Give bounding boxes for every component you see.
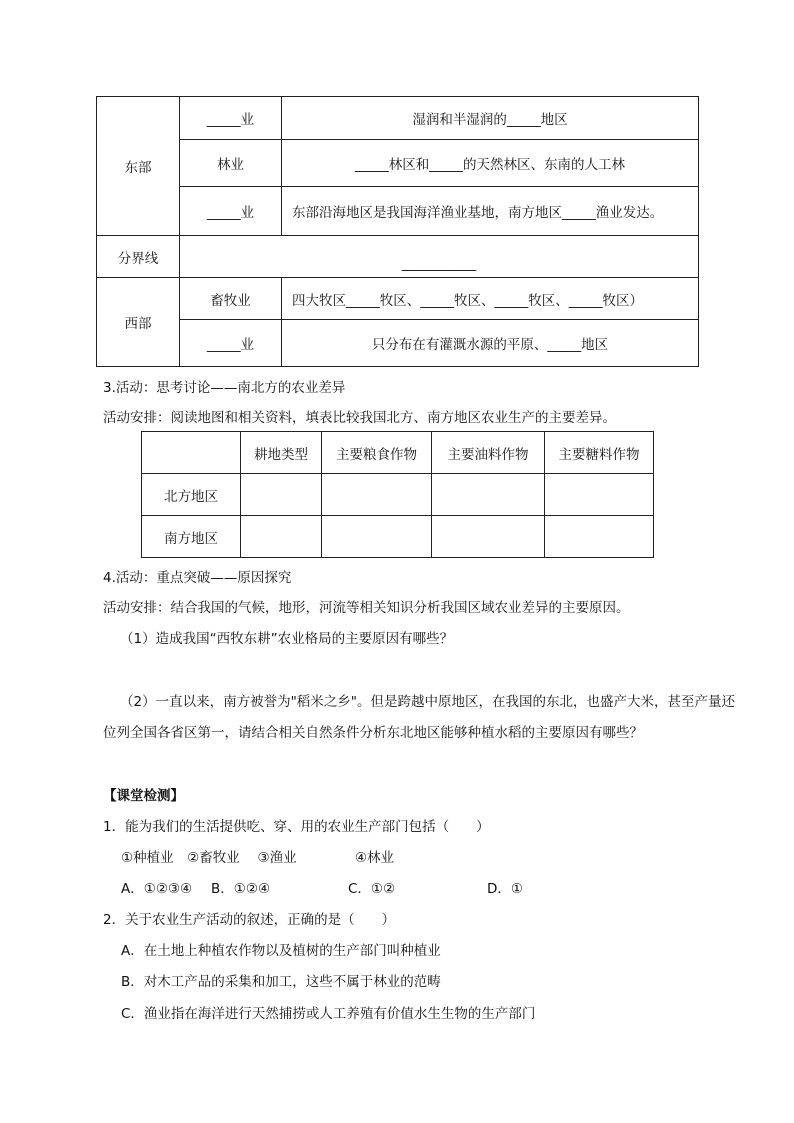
row1-label: _____业 [180, 97, 282, 140]
activity4-q2-line1: （2）一直以来，南方被誉为"稻米之乡"。但是跨越中原地区，在我国的东北，也盛产大米，甚至产量还 [120, 694, 736, 710]
check-q2-b: B．对木工产品的采集和加工，这些不属于林业的范畴 [121, 974, 441, 990]
row3-desc: 东部沿海地区是我国海洋渔业基地，南方地区_____渔业发达。 [282, 187, 699, 236]
check-q1-option-c: C．①② [348, 881, 396, 897]
check-q2-a: A．在土地上种植农作物以及植树的生产部门叫种植业 [121, 943, 441, 959]
check-q1-option-d: D．① [487, 881, 523, 897]
check-q2: 2．关于农业生产活动的叙述，正确的是（ ） [103, 912, 396, 928]
activity4-title: 4.活动：重点突破——原因探究 [103, 570, 292, 586]
row4-desc: 四大牧区_____牧区、_____牧区、_____牧区、_____牧区） [282, 278, 699, 320]
check-q1-items: ①种植业 ②畜牧业 ③渔业 ④林业 [121, 850, 394, 866]
row3-label: _____业 [180, 187, 282, 236]
table2-header-3: 主要油料作物 [432, 432, 545, 474]
table2-cell[interactable] [432, 516, 545, 558]
activity3-arrangement: 活动安排：阅读地图和相关资料，填表比较我国北方、南方地区农业生产的主要差异。 [103, 410, 616, 426]
activity4-q2-line2: 位列全国各省区第一，请结合相关自然条件分析东北地区能够种植水稻的主要原因有哪些？ [103, 725, 643, 741]
check-q1: 1．能为我们的生活提供吃、穿、用的农业生产部门包括（ ） [103, 819, 490, 835]
row1-desc: 湿润和半湿润的_____地区 [282, 97, 699, 140]
row2-desc: _____林区和_____的天然林区、东南的人工林 [282, 140, 699, 187]
table2-row-south: 南方地区 [142, 516, 241, 558]
check-section-title: 【课堂检测】 [103, 788, 184, 804]
table2-cell[interactable] [432, 474, 545, 516]
north-south-comparison-table [141, 431, 654, 558]
activity4-arrangement: 活动安排：结合我国的气候，地形，河流等相关知识分析我国区域农业差异的主要原因。 [103, 600, 630, 616]
table2-cell[interactable] [322, 516, 432, 558]
row2-label: 林业 [180, 140, 282, 187]
divider-value: ___________ [180, 236, 699, 278]
check-q1-option-b: B．①②④ [211, 881, 271, 897]
divider-label: 分界线 [97, 236, 180, 278]
table2-header-4: 主要糖料作物 [545, 432, 654, 474]
table2-header-1: 耕地类型 [241, 432, 322, 474]
check-q1-option-a: A．①②③④ [121, 881, 193, 897]
east-label: 东部 [97, 97, 180, 236]
table2-cell[interactable] [545, 516, 654, 558]
row5-desc: 只分布在有灌溉水源的平原、_____地区 [282, 320, 699, 367]
check-q2-c: C．渔业指在海洋进行天然捕捞或人工养殖有价值水生生物的生产部门 [121, 1006, 536, 1022]
table2-row-north: 北方地区 [142, 474, 241, 516]
activity3-title: 3.活动：思考讨论——南北方的农业差异 [103, 380, 346, 396]
agriculture-distribution-table [96, 96, 699, 367]
table2-cell[interactable] [241, 474, 322, 516]
activity4-q1: （1）造成我国“西牧东耕”农业格局的主要原因有哪些？ [120, 631, 454, 647]
table2-cell[interactable] [322, 474, 432, 516]
row5-label: _____业 [180, 320, 282, 367]
table2-header-0 [142, 432, 241, 474]
table2-cell[interactable] [241, 516, 322, 558]
west-label: 西部 [97, 278, 180, 367]
table2-header-2: 主要粮食作物 [322, 432, 432, 474]
table2-cell[interactable] [545, 474, 654, 516]
row4-label: 畜牧业 [180, 278, 282, 320]
